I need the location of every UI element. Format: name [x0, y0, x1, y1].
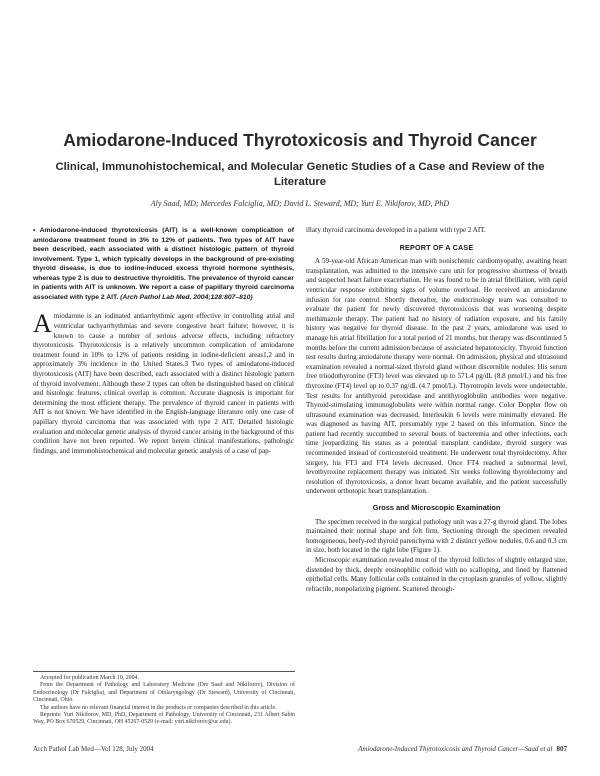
footer-running-title-text: Amiodarone-Induced Thyrotoxicosis and Thyroid Cancer—Saad et al	[358, 745, 553, 753]
footnote-reprints: Reprints: Yuri Nikiforov, MD, PhD, Department of Pathology, University of Cincinnati, 231 Albert Sabin Way, PO Box 670529, Cincinnati, OH 45267-0529 (e-mail: yuri.nikiforov@uc.edu).	[33, 712, 295, 726]
abstract	[33, 226, 294, 302]
footnote-accepted: Accepted for publication March 10, 2004.	[40, 675, 139, 681]
footnote-disclosure: The authors have no relevant financial interest in the products or companies described in this article.	[40, 704, 277, 711]
right-column	[306, 226, 567, 594]
abstract-text: • Amiodarone-induced thyrotoxicosis (AIT) is a well-known complication of amiodarone treatment found in 3% to 12% of patients. Two types of AIT have been described, each associated with a distinct histologic pattern of thyroid involvement. Type 1, which typically develops in the background of pre-existing thyroid disease, is due to iodine-induced excess thyroid hormone synthesis, whereas type 2 is due to destructive thyroiditis. The prevalence of thyroid cancer in patients with AIT is unknown. We report a case of papillary thyroid carcinoma associated with type 2 AIT.	[33, 227, 294, 301]
article-title: Amiodarone-Induced Thyrotoxicosis and Thyroid Cancer	[63, 130, 537, 150]
footnote-affiliation: From the Department of Pathology and Laboratory Medicine (Drs Saad and Nikiforov), Division of Endocrinology (Dr Falciglia), and Department of Otolaryngology (Dr Steward), University of Cincinnati, Cincinnati, Ohio.	[33, 682, 295, 704]
footer-journal: Arch Pathol Lab Med—Vol 128, July 2004	[33, 745, 154, 753]
article-subtitle: Clinical, Immunohistochemical, and Molecular Genetic Studies of a Case and Review of the Literature	[55, 161, 545, 188]
introduction	[33, 309, 294, 456]
abstract-citation: (Arch Pathol Lab Med. 2004;128:807–810)	[120, 293, 253, 301]
footer-running-title	[358, 745, 567, 753]
left-column	[33, 226, 294, 456]
intro-continuation: illary thyroid carcinoma developed in a patient with type 2 AIT.	[306, 226, 486, 234]
drop-cap: A	[33, 309, 52, 339]
gross-paragraph-2: Microscopic examination revealed most of the thyroid follicles of slightly enlarged size, distended by thick, deeply eosinophilic colloid with no scalloping, and lined by flattened epithelial cells. Many follicular cells contained in the cytoplasm granules of yellow, slightly refractile, nonpolarizing pigment. Scattered through-	[306, 556, 567, 593]
case-report-paragraph: A 59-year-old African American man with nonischemic cardiomyopathy, awaiting heart transplantation, was admitted to the intensive care unit for progressive shortness of breath and suspected heart failure exacerbation. He was found to be in atrial fibrillation, with rapid ventricular response exhibiting signs of volume overload. He received an amiodarone infusion for rate control. Shortly thereafter, the endocrinology team was consulted to evaluate the patient for newly discovered thyrotoxicosis that was worsening despite methimazole therapy. The patient had no history of radiation exposure, and his family history was negative for thyroid disease. In the past 2 years, amiodarone was used to manage his atrial fibrillation for a total period of 21 months, but therapy was discontinued 5 months before the current admission because of associated hepatotoxicity. Thyroid function test results during amiodarone therapy were normal. On admission, physical and ultrasound examination revealed a normal-sized thyroid gland without discernible nodules. His serum free triiodothyronine (FT3) level was elevated up to 571.4 pg/dL (8.8 pmol/L) and his free thyroxine (FT4) level up to 0.37 ng/dL (4.7 pmol/L). Thyrotropin levels were undetectable. Test results for antithyroid peroxidase and antithyroglobulin antibodies were negative. Thyroid-stimulating immunoglobulins were within normal range. Color Doppler flow on ultrasound examination was decreased. Interleukin 6 levels were minimally elevated. He was diagnosed as having AIT, presumably type 2 based on this information. Since the patient had recently succumbed to several bouts of bacteremia and other infections, each time jeopardizing his status as a potential transplant candidate, thyroid surgery was recommended instead of corticosteroid treatment. He underwent total thyroidectomy. After surgery, his FT3 and FT4 levels decreased. Once FT4 reached a subnormal level, levothyroxine replacement therapy was initiated. Six weeks following thyroidectomy and resolution of thyrotoxicosis, a donor heart became available, and the patient successfully underwent orthotopic heart transplantation.	[306, 257, 567, 496]
footnotes	[33, 671, 295, 727]
intro-text: miodarone is an iodinated antiarrhythmic agent effective in controlling atrial and ventricular tachyarrhythmias and severe congestive heart failure; however, it is known to cause a number of serious adverse effects, including refractory thyrotoxicosis. Thyrotoxicosis is a relatively uncommon complication of amiodarone treatment found in 10% to 12% of patients residing in iodine-deficient areas1,2 and in approximately 3% incidence in the United States.3 Two types of amiodarone-induced thyrotoxicosis (AIT) have been described, each associated with a distinct histologic pattern of thyroid involvement. Although these 2 types can often be distinguished based on clinical and histologic features, clinical overlap is common. Accurate diagnosis is important for determining the most efficient therapy. The prevalence of thyroid cancer in patients with AIT is not known. We have identified in the English-language literature only one case of papillary thyroid carcinoma that was associated with type 2 AIT. Detailed histologic evaluation and molecular genetic analysis of thyroid cancer arising in the background of this condition have not been reported. We report herein clinical manifestations, pathologic findings, and immunohistochemical and molecular genetic analysis of a case of pap-	[33, 312, 294, 455]
section-heading-case-report: REPORT OF A CASE	[399, 242, 474, 252]
subsection-heading-gross: Gross and Microscopic Examination	[372, 503, 501, 513]
page-number: 807	[556, 745, 567, 753]
author-list: Aly Saad, MD; Mercedes Falciglia, MD; David L. Steward, MD; Yuri E. Nikiforov, MD, PhD	[150, 199, 450, 208]
gross-paragraph-1: The specimen received in the surgical pathology unit was a 27-g thyroid gland. The lobes maintained their normal shape and felt firm. Sectioning through the specimen revealed homogeneous, beefy-red thyroid parenchyma with 2 distinct yellow nodules, 0.6 and 0.3 cm in size, both located in the right lobe (Figure 1).	[306, 517, 567, 555]
